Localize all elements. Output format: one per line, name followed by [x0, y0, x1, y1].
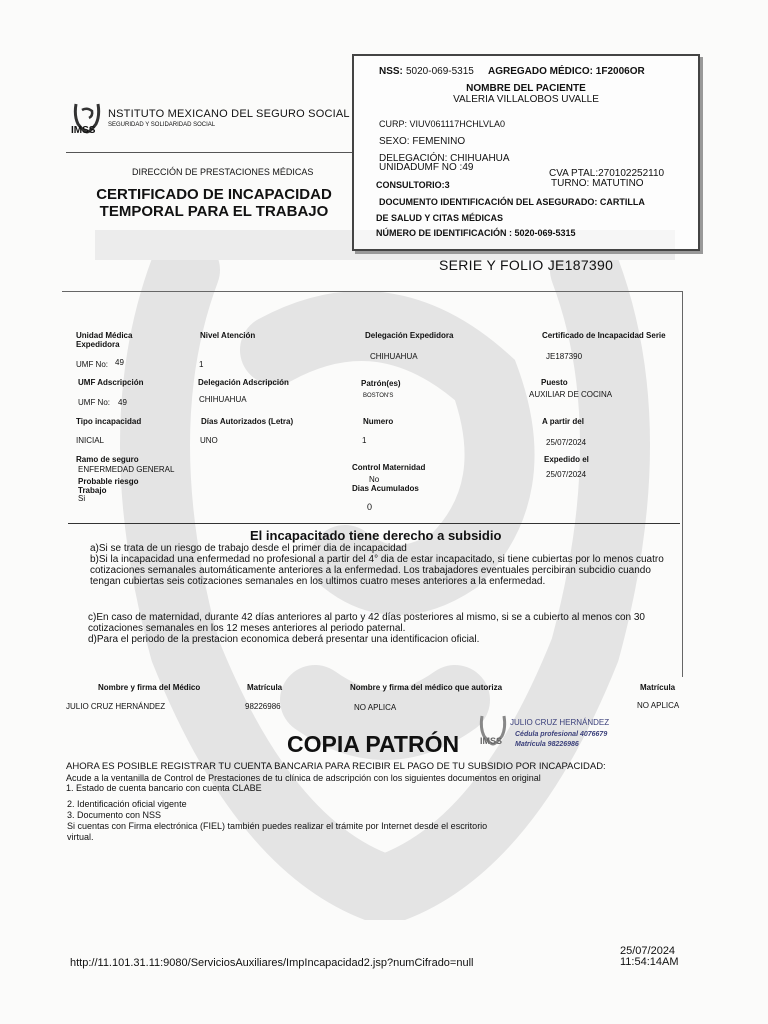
expedido-label: Expedido el	[544, 455, 589, 464]
tipo-incapacidad-label: Tipo incapacidad	[76, 417, 142, 426]
umf-no-value-2: 49	[118, 398, 127, 407]
tipo-incapacidad-value: INICIAL	[76, 436, 105, 445]
medico-value: JULIO CRUZ HERNÁNDEZ	[66, 702, 166, 711]
bottom-line-1: AHORA ES POSIBLE REGISTRAR TU CUENTA BANCARIA PARA RECIBIR EL PAGO DE TU SUBSIDIO POR INCAPACIDAD:	[66, 761, 606, 772]
patient-info-box	[352, 54, 700, 251]
seal-imss: IMSS	[480, 736, 503, 746]
puesto-value: AUXILIAR DE COCINA	[529, 390, 613, 399]
numero-value: 1	[362, 436, 367, 445]
matricula-value-2: NO APLICA	[637, 701, 680, 710]
institution-name: NSTITUTO MEXICANO DEL SEGURO SOCIAL	[108, 108, 350, 120]
direction-label: DIRECCIÓN DE PRESTACIONES MÉDICAS	[132, 167, 314, 177]
dias-acumulados-label: Dias Acumulados	[352, 484, 419, 493]
riesgo-label-1: Probable riesgo	[78, 477, 139, 486]
seal-cedula: Cédula profesional 4076679	[515, 731, 608, 738]
dias-autorizados-label: Días Autorizados (Letra)	[201, 417, 294, 426]
agregado-medico: AGREGADO MÉDICO: 1F2006OR	[488, 66, 645, 77]
numero-label: Numero	[363, 417, 394, 426]
matricula-label-2: Matrícula	[640, 683, 676, 692]
autoriza-value: NO APLICA	[354, 703, 397, 712]
bottom-line-4: 2. Identificación oficial vigente	[67, 799, 187, 809]
footer-date: 25/07/2024	[620, 945, 676, 957]
nivel-value: 1	[199, 360, 204, 369]
puesto-label: Puesto	[541, 378, 568, 387]
footer-datetime	[620, 946, 679, 968]
subsidio-title: El incapacitado tiene derecho a subsidio	[250, 528, 502, 543]
bottom-line-2: Acude a la ventanilla de Control de Prestaciones de tu clínica de adscripción con los siguientes documentos en original	[66, 773, 541, 783]
footer-url: http://11.101.31.11:9080/ServiciosAuxiliares/ImpIncapacidad2.jsp?numCifrado=null	[70, 957, 474, 969]
footer-time: 11:54:14AM	[620, 956, 679, 968]
section-divider	[68, 523, 680, 524]
ramo-value: ENFERMEDAD GENERAL	[78, 465, 175, 474]
cert-serie-label: Certificado de Incapacidad Serie	[542, 331, 666, 340]
unidad-medica-label: Unidad Médica Expedidora	[76, 331, 133, 349]
header-divider	[66, 152, 352, 153]
umf-no-label: UMF No:	[76, 360, 108, 369]
nss-value: 5020-069-5315	[406, 66, 474, 77]
deleg-ads-label: Delegación Adscripción	[198, 378, 289, 387]
riesgo-label-2: Trabajo	[78, 486, 107, 495]
riesgo-value: Si	[78, 494, 86, 503]
patient-name-label: NOMBRE DEL PACIENTE	[466, 83, 586, 94]
bottom-line-6: Si cuentas con Firma electrónica (FIEL) también puedes realizar el trámite por Internet desde el escritorio	[67, 821, 488, 831]
dias-acumulados-value: 0	[367, 502, 373, 512]
deleg-exp-value: CHIHUAHUA	[370, 352, 418, 361]
control-maternidad-value: No	[369, 475, 380, 484]
expedido-value: 25/07/2024	[546, 470, 587, 479]
serie-folio: SERIE Y FOLIO JE187390	[439, 257, 614, 273]
ramo-label: Ramo de seguro	[76, 455, 139, 464]
bottom-line-7: virtual.	[67, 832, 94, 842]
subsidio-a: a)Si se trata de un riesgo de trabajo desde el primer dia de incapacidad	[90, 543, 407, 554]
page-title: CERTIFICADO DE INCAPACIDAD TEMPORAL PARA EL TRABAJO	[96, 186, 332, 220]
patient-name: VALERIA VILLALOBOS UVALLE	[453, 94, 599, 105]
subsidio-c: c)En caso de maternidad, durante 42 días anteriores al parto y 42 días posteriores al mismo, si se a cubierto al menos con 30 cotizaciones semanales en los 12 meses anteriores al periodo paternal.	[88, 612, 645, 634]
autoriza-label: Nombre y firma del médico que autoriza	[350, 683, 503, 692]
cert-serie-value: JE187390	[546, 352, 583, 361]
bottom-line-3: 1. Estado de cuenta bancario con cuenta CLABE	[66, 783, 262, 793]
bottom-line-5: 3. Documento con NSS	[67, 810, 162, 820]
cva-ptal: CVA PTAL:270102252110	[549, 168, 665, 179]
a-partir-value: 25/07/2024	[546, 438, 587, 447]
copia-patron: COPIA PATRÓN	[287, 731, 460, 757]
delegacion: DELEGACIÓN: CHIHUAHUA	[379, 153, 510, 164]
curp: CURP: VIUV061117HCHLVLA0	[379, 119, 506, 129]
matricula-value-1: 98226986	[245, 702, 281, 711]
a-partir-label: A partir del	[542, 417, 584, 426]
nss-label: NSS:	[379, 66, 403, 77]
institution-subtitle: SEGURIDAD Y SOLIDARIDAD SOCIAL	[108, 122, 216, 128]
doc-id-line2: DE SALUD Y CITAS MÉDICAS	[376, 213, 504, 223]
umf-no-value: 49	[115, 358, 124, 367]
medico-label: Nombre y firma del Médico	[98, 683, 201, 692]
consultorio: CONSULTORIO:3	[376, 180, 450, 190]
sexo: SEXO: FEMENINO	[379, 136, 466, 147]
matricula-label-1: Matrícula	[247, 683, 283, 692]
subsidio-b: b)Si la incapacidad una enfermedad no profesional a partir del 4° dia de estar incapacitado, si tiene cubiertas por lo menos cuatro cotizaciones semanales automáticamente anteriores a la enfermedad. Los trabajadores eventuales percibiran subcidio cuando tengan cubiertas seis cotizaciones semanales en los ultimos cuatro meses anteriores a la enfermedad.	[90, 554, 664, 587]
imss-label: IMSS	[71, 125, 96, 136]
turno: TURNO: MATUTINO	[551, 178, 644, 189]
deleg-exp-label: Delegación Expedidora	[365, 331, 454, 340]
umf-no-label-2: UMF No:	[78, 398, 110, 407]
unidad: UNIDADUMF NO :49	[379, 162, 474, 173]
umf-adscripcion-label: UMF Adscripción	[78, 378, 144, 387]
deleg-ads-value: CHIHUAHUA	[199, 395, 247, 404]
seal-name: JULIO CRUZ HERNÁNDEZ	[510, 718, 610, 727]
numero-identificacion: NÚMERO DE IDENTIFICACIÓN : 5020-069-5315	[376, 228, 576, 238]
patron-label: Patrón(es)	[361, 379, 401, 388]
control-maternidad-label: Control Maternidad	[352, 463, 426, 472]
nivel-label: Nivel Atención	[200, 331, 256, 340]
patron-value: BOSTON'S	[363, 393, 394, 399]
dias-autorizados-value: UNO	[200, 436, 218, 445]
doc-id-line1: DOCUMENTO IDENTIFICACIÓN DEL ASEGURADO: CARTILLA	[379, 197, 645, 207]
subsidio-d: d)Para el periodo de la prestacion economica deberá presentar una identificacion oficial.	[88, 634, 480, 645]
seal-matricula: Matrícula 98226986	[515, 741, 579, 748]
